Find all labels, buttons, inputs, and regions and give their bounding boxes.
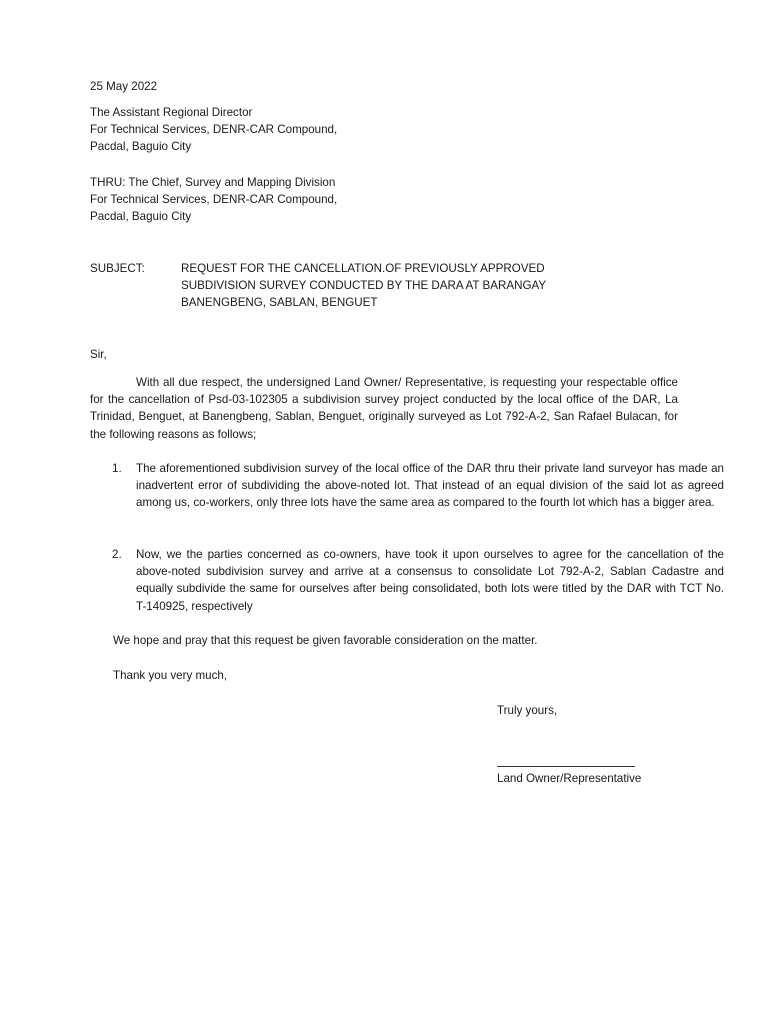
- recipient-line: The Assistant Regional Director: [90, 106, 253, 119]
- thru-line: THRU: The Chief, Survey and Mapping Division: [90, 176, 336, 189]
- reason-text: The aforementioned subdivision survey of the local office of the DAR thru their private land surveyor has made an inadvertent error of subdividing the above-noted lot. That instead of an equal division of the said lot as agreed among us, co-workers, only three lots have the same area as compared to the fourth lot which has a bigger area.: [136, 462, 724, 510]
- reason-text: Now, we the parties concerned as co-owners, have took it upon ourselves to agree for the cancellation of the above-noted subdivision survey and arrive at a consensus to consolidate Lot 792-A-2, Sablan Cadastre and equally subdivide the same for ourselves after being consolidated, both lots were titled by the DAR with TCT No. T-140925, respectively: [136, 548, 724, 613]
- recipient-address: [90, 104, 337, 155]
- recipient-line: For Technical Services, DENR-CAR Compound,: [90, 123, 338, 136]
- letter-date: 25 May 2022: [90, 80, 158, 93]
- reason-item: [90, 546, 724, 615]
- subject-text: [181, 260, 546, 311]
- closing-paragraph: We hope and pray that this request be given favorable consideration on the matter.: [113, 634, 538, 647]
- thru-line: For Technical Services, DENR-CAR Compound,: [90, 193, 338, 206]
- subject-line: REQUEST FOR THE CANCELLATION.OF PREVIOUSLY APPROVED: [181, 262, 545, 275]
- subject-label: SUBJECT:: [90, 262, 145, 275]
- recipient-line: Pacdal, Baguio City: [90, 140, 192, 153]
- thru-line: Pacdal, Baguio City: [90, 210, 192, 223]
- thru-address: [90, 174, 337, 225]
- salutation: Sir,: [90, 348, 107, 361]
- reason-item: [90, 460, 724, 512]
- subject-line: BANENGBENG, SABLAN, BENGUET: [181, 296, 378, 309]
- reason-number: 2.: [112, 548, 122, 561]
- signature-label: Land Owner/Representative: [497, 772, 642, 785]
- reason-number: 1.: [112, 462, 122, 475]
- intro-paragraph: With all due respect, the undersigned Land Owner/ Representative, is requesting your respectable office for the cancellation of Psd-03-102305 a subdivision survey project conducted by the local office of the DAR, La Trinidad, Benguet, at Banengbeng, Sablan, Benguet, originally surveyed as Lot 792-A-2, San Rafael Bulacan, for the following reasons as follows;: [90, 376, 678, 441]
- complimentary-close: Truly yours,: [497, 704, 558, 717]
- subject-line: SUBDIVISION SURVEY CONDUCTED BY THE DARA AT BARANGAY: [181, 279, 547, 292]
- thanks-line: Thank you very much,: [113, 669, 228, 682]
- signature-line: [497, 766, 635, 767]
